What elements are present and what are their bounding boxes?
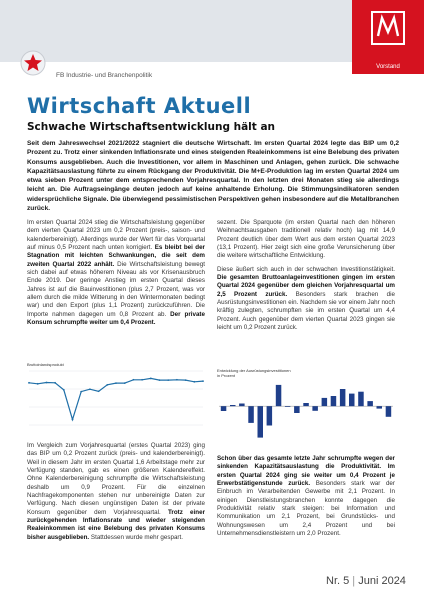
paragraph-text: Diese äußert sich auch in der schwachen Investitionstätigkeit.	[217, 265, 395, 273]
data-point	[115, 382, 117, 384]
bar	[367, 401, 373, 406]
bar	[377, 406, 383, 408]
data-point	[98, 390, 100, 392]
paragraph-text: Im ersten Quartal 2024 stieg die Wirtschaftsleistung gegenüber dem vierten Quartal 2023 um 0,2 Prozent (preis-, saison- und kalenderbereinigt). Allerdings wurde der Wert für das Vorquartal auf minus 0,5 Prozent nach unten korrigiert.	[27, 219, 205, 252]
investment-bar-chart	[217, 368, 395, 450]
issue-label	[326, 575, 406, 587]
paragraph-text: Besonders stark brachen die Ausrüstungsinvestitionen ein. Nachdem sie vor einem Jahr noch kräftig zulegten, schrumpften sie im ersten Quartal um 4,4 Prozent. Auch gegenüber dem vierten Quartal 2023 gingen sie leicht um 0,2 Prozent zurück.	[217, 290, 395, 332]
data-point	[54, 382, 56, 384]
data-point	[185, 379, 187, 381]
bar	[312, 406, 318, 411]
bar	[267, 406, 273, 425]
data-point	[141, 379, 143, 381]
page-subtitle: Schwache Wirtschaftsentwicklung hält an	[27, 121, 276, 133]
body-column-left-bottom	[27, 442, 205, 542]
paragraph-text: Im Vergleich zum Vorjahresquartal (erstes Quartal 2023) ging das BIP um 0,2 Prozent zurück (preis- und kalenderbereinigt). Weil in diesem Jahr im ersten Quartal 1,6 Arbeitstage mehr zur Verfügung standen, gab es einen größeren Kalendereffekt. Ohne Kalenderbereinigung schrumpfte die Wirtschaftsleistung deshalb um 0,9 Prozent. Für die einzelnen Nachfragekomponenten stehen nur unbereinigte Daten zur Verfügung. Nach diesen ungünstigen Daten ist der private Konsum gegenüber dem Vorjahresquartal.	[27, 442, 205, 516]
chart-title: Bruttoinlandsprodukt	[27, 362, 64, 367]
data-point	[133, 379, 135, 381]
paragraph-text: sezent. Die Sparquote (im ersten Quartal nach den höheren Weihnachtsausgaben traditionell relativ hoch) lag mit 14,9 Prozent deutlich über dem Wert aus dem ersten Quartal 2023 (13,1 Prozent). Hier zeigt sich eine große Verunsicherung über die weitere wirtschaftliche Entwicklung.	[217, 219, 395, 260]
data-point	[150, 378, 152, 380]
bar	[386, 406, 392, 417]
data-point	[80, 391, 82, 393]
paragraph-text: Stattdessen wurde mehr gespart.	[90, 533, 183, 541]
paragraph-text: Besonders stark war der Einbruch im Verarbeitenden Gewerbe mit 2,1 Prozent. In einigen Dienstleistungsbranchen konnte dagegen die Produktivität relativ stark steigen: bei Information und Kommunikation um 2,1 Prozent, bei Grundstücks- und Wohnungswesen um 2,4 Prozent und bei Unternehmensdienstleistern um 2,0 Prozent.	[217, 480, 395, 538]
series-line	[29, 378, 203, 419]
igmetall-logo-mark	[352, 0, 424, 60]
igmetall-logo	[352, 0, 424, 74]
chart-subtitle: in Prozent	[217, 373, 236, 378]
issue-date: Juni 2024	[358, 575, 406, 587]
department-label: FB Industrie- und Branchenpolitik	[56, 72, 153, 79]
highlight-text: Der private Konsum schrumpfte weiter um 0,4 Prozent.	[27, 310, 205, 327]
bar	[248, 406, 254, 423]
data-point	[106, 384, 108, 386]
data-point	[37, 383, 39, 385]
bar	[340, 389, 346, 406]
highlight-text: Schon über das gesamte letzte Jahr schrumpfte wegen der sinkenden Kapazitätsauslastung die Produktivität. Im ersten Quartal 2024 ging sie weiter um 0,4 Prozent je Erwerbstätigenstunde zurück.	[217, 455, 395, 488]
bar	[349, 394, 355, 407]
bar	[239, 404, 245, 407]
issue-number: Nr. 5	[326, 575, 350, 587]
data-point	[176, 379, 178, 381]
data-point	[124, 382, 126, 384]
data-point	[72, 419, 74, 421]
data-point	[28, 382, 30, 384]
body-column-right-top	[217, 219, 395, 332]
data-point	[89, 388, 91, 390]
data-point	[202, 380, 204, 382]
bar	[221, 406, 227, 411]
data-point	[167, 379, 169, 381]
data-point	[193, 381, 195, 383]
highlight-text: Trotz einer zurückgehenden Inflationsrate und wieder steigenden Realeinkommen ist eine Belebung des privaten Konsums bisher ausgeblieben.	[27, 508, 205, 541]
line-chart-svg	[27, 367, 205, 433]
bar	[285, 406, 291, 407]
data-point	[46, 382, 48, 384]
data-point	[159, 379, 161, 381]
body-column-right-bottom	[217, 455, 395, 538]
star-emblem-icon	[20, 50, 46, 76]
bar	[294, 406, 300, 413]
paragraph-text: Die Wirtschaftsleistung bewegt sich dabei auf etwas höherem Niveau als vor Krisenausbruch Ende 2019. Der geringe Anstieg im ersten Quartal dieses Jahres ist auf die Bauinvestitionen (plus 2,7 Prozent, was vor allem durch die milde Witterung in den Wintermonaten bedingt war) und den Export (plus 1,1 Prozent) zurückzuführen. Die Importe nahmen dagegen um 0,8 Prozent ab.	[27, 260, 205, 318]
bar	[276, 385, 282, 406]
highlight-text: Die gesamten Bruttoanlageinvestitionen gingen im ersten Quartal 2024 gegenüber dem gleichen Vorjahresquartal um 2,5 Prozent zurück.	[217, 274, 395, 298]
page-title: Wirtschaft Aktuell	[27, 94, 252, 118]
bar	[358, 392, 364, 407]
highlight-text: Es bleibt bei der Stagnation mit leichten Schwankungen, die seit dem zweiten Quartal 2022 anhält.	[27, 244, 205, 268]
bar	[258, 406, 264, 437]
data-point	[63, 389, 65, 391]
bip-line-chart	[27, 362, 205, 436]
bar	[230, 405, 236, 406]
separator: |	[352, 575, 356, 587]
bar	[322, 398, 328, 406]
body-column-left-top	[27, 219, 205, 327]
chart-title: Entwicklung der Ausrüstungsinvestitionen	[217, 368, 291, 373]
bar	[331, 396, 337, 406]
bar-chart-svg	[217, 378, 395, 448]
bar	[303, 403, 309, 406]
logo-caption: Vorstand	[376, 64, 400, 70]
lead-paragraph: Seit dem Jahreswechsel 2021/2022 stagniert die deutsche Wirtschaft. Im ersten Quartal 2024 legte das BIP um 0,2 Prozent zu. Trotz einer sinkenden Inflationsrate und eines steigenden Realeinkommens ist eine Belebung des privaten Konsums ausgeblieben. Auch die Investitionen, vor allem in Maschinen und Anlagen, gehen zurück. Die schwache Kapazitätsauslastung führte zu einem Rückgang der Produktivität. Die M+E-Produktion lag im ersten Quartal 2024 um etwa sieben Prozent unter dem entsprechenden Vorjahresquartal. In den letzten drei Monaten stieg sie allerdings leicht an. Die Auftragseingänge deuten jedoch auf keine anhaltende Erholung. Die Stimmungsindikatoren senden widersprüchliche Signale. Die überwiegend pessimistischen Perspektiven gehen insbesondere auf die Metallbranchen zurück.	[27, 140, 399, 213]
